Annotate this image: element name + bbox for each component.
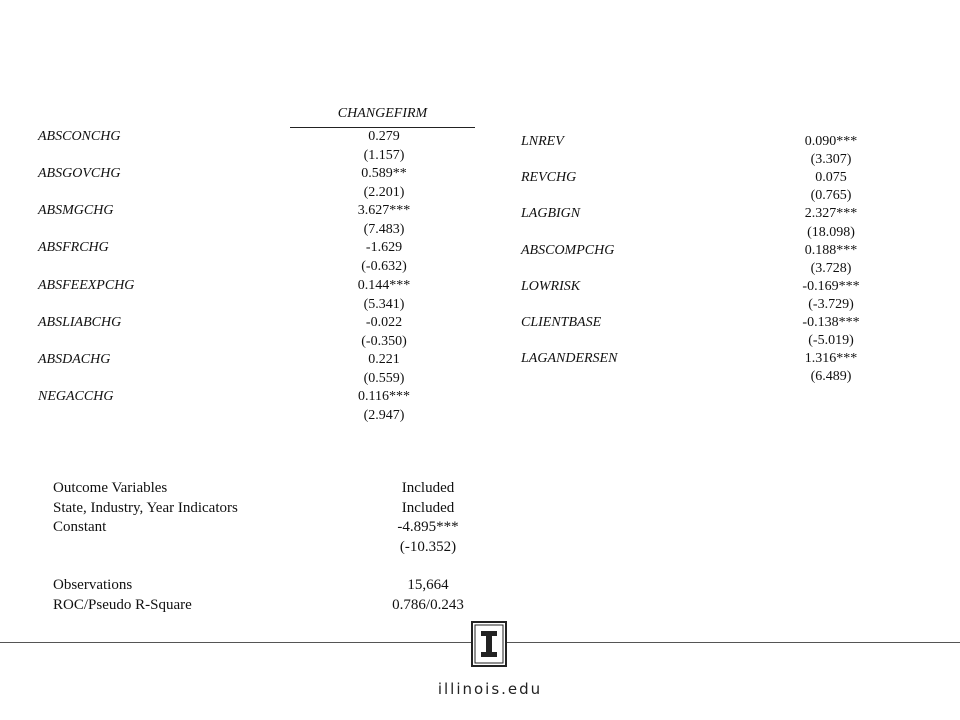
constant-t-statistic: (-10.352) [399,539,457,555]
var-name: LOWRISK [521,279,581,294]
coefficient: -0.022 [365,315,403,330]
var-name: REVCHG [521,170,577,185]
header-rule [290,127,475,128]
t-statistic: (0.765) [810,188,852,203]
constant-value: -4.895*** [397,519,459,535]
illinois-block-i-logo [471,621,507,667]
footer-site-link[interactable]: illinois.edu [437,680,543,698]
var-name: ABSFRCHG [38,240,109,255]
t-statistic: (3.728) [810,261,852,276]
var-name: ABSCONCHG [38,129,121,144]
coefficient: 0.116*** [358,389,410,404]
var-name: ABSMGCHG [38,203,114,218]
indicators-label: State, Industry, Year Indicators [53,500,238,516]
t-statistic: (18.098) [807,225,855,240]
indicators-value: Included [401,500,455,516]
coefficient: 0.279 [368,129,400,144]
t-statistic: (2.947) [363,408,405,423]
coefficient: -0.169*** [802,279,860,294]
t-statistic: (0.559) [363,371,405,386]
coefficient: 0.221 [368,352,400,367]
var-name: ABSCOMPCHG [521,243,615,258]
t-statistic: (-0.632) [361,259,407,274]
coefficient: 3.627*** [357,203,411,218]
observations-label: Observations [53,577,133,593]
t-statistic: (-3.729) [808,297,854,312]
coefficient: 0.144*** [357,278,411,293]
coefficient: -1.629 [365,240,403,255]
block-i-icon [473,623,505,665]
var-name: LAGBIGN [521,206,581,221]
outcome-variables-label: Outcome Variables [53,480,168,496]
t-statistic: (-0.350) [361,334,407,349]
var-name: LAGANDERSEN [521,351,618,366]
observations-value: 15,664 [407,577,449,593]
coefficient: -0.138*** [802,315,860,330]
t-statistic: (1.157) [363,148,405,163]
roc-pseudo-r-square-value: 0.786/0.243 [392,597,464,613]
coefficient: 2.327*** [804,206,858,221]
column-header-changefirm: CHANGEFIRM [337,106,428,121]
coefficient: 0.188*** [804,243,858,258]
t-statistic: (3.307) [810,152,852,167]
roc-pseudo-r-square-label: ROC/Pseudo R-Square [53,597,192,613]
coefficient: 0.075 [815,170,847,185]
t-statistic: (5.341) [363,297,405,312]
var-name: CLIENTBASE [521,315,602,330]
outcome-variables-value: Included [401,480,455,496]
t-statistic: (2.201) [363,185,405,200]
constant-label: Constant [53,519,107,535]
t-statistic: (6.489) [810,369,852,384]
var-name: ABSDACHG [38,352,111,367]
var-name: ABSLIABCHG [38,315,122,330]
var-name: LNREV [521,134,564,149]
coefficient: 1.316*** [804,351,858,366]
logo-letter [505,623,506,624]
t-statistic: (7.483) [363,222,405,237]
coefficient: 0.589** [361,166,407,181]
var-name: NEGACCHG [38,389,114,404]
var-name: ABSGOVCHG [38,166,121,181]
t-statistic: (-5.019) [808,333,854,348]
coefficient: 0.090*** [804,134,858,149]
var-name: ABSFEEXPCHG [38,278,135,293]
